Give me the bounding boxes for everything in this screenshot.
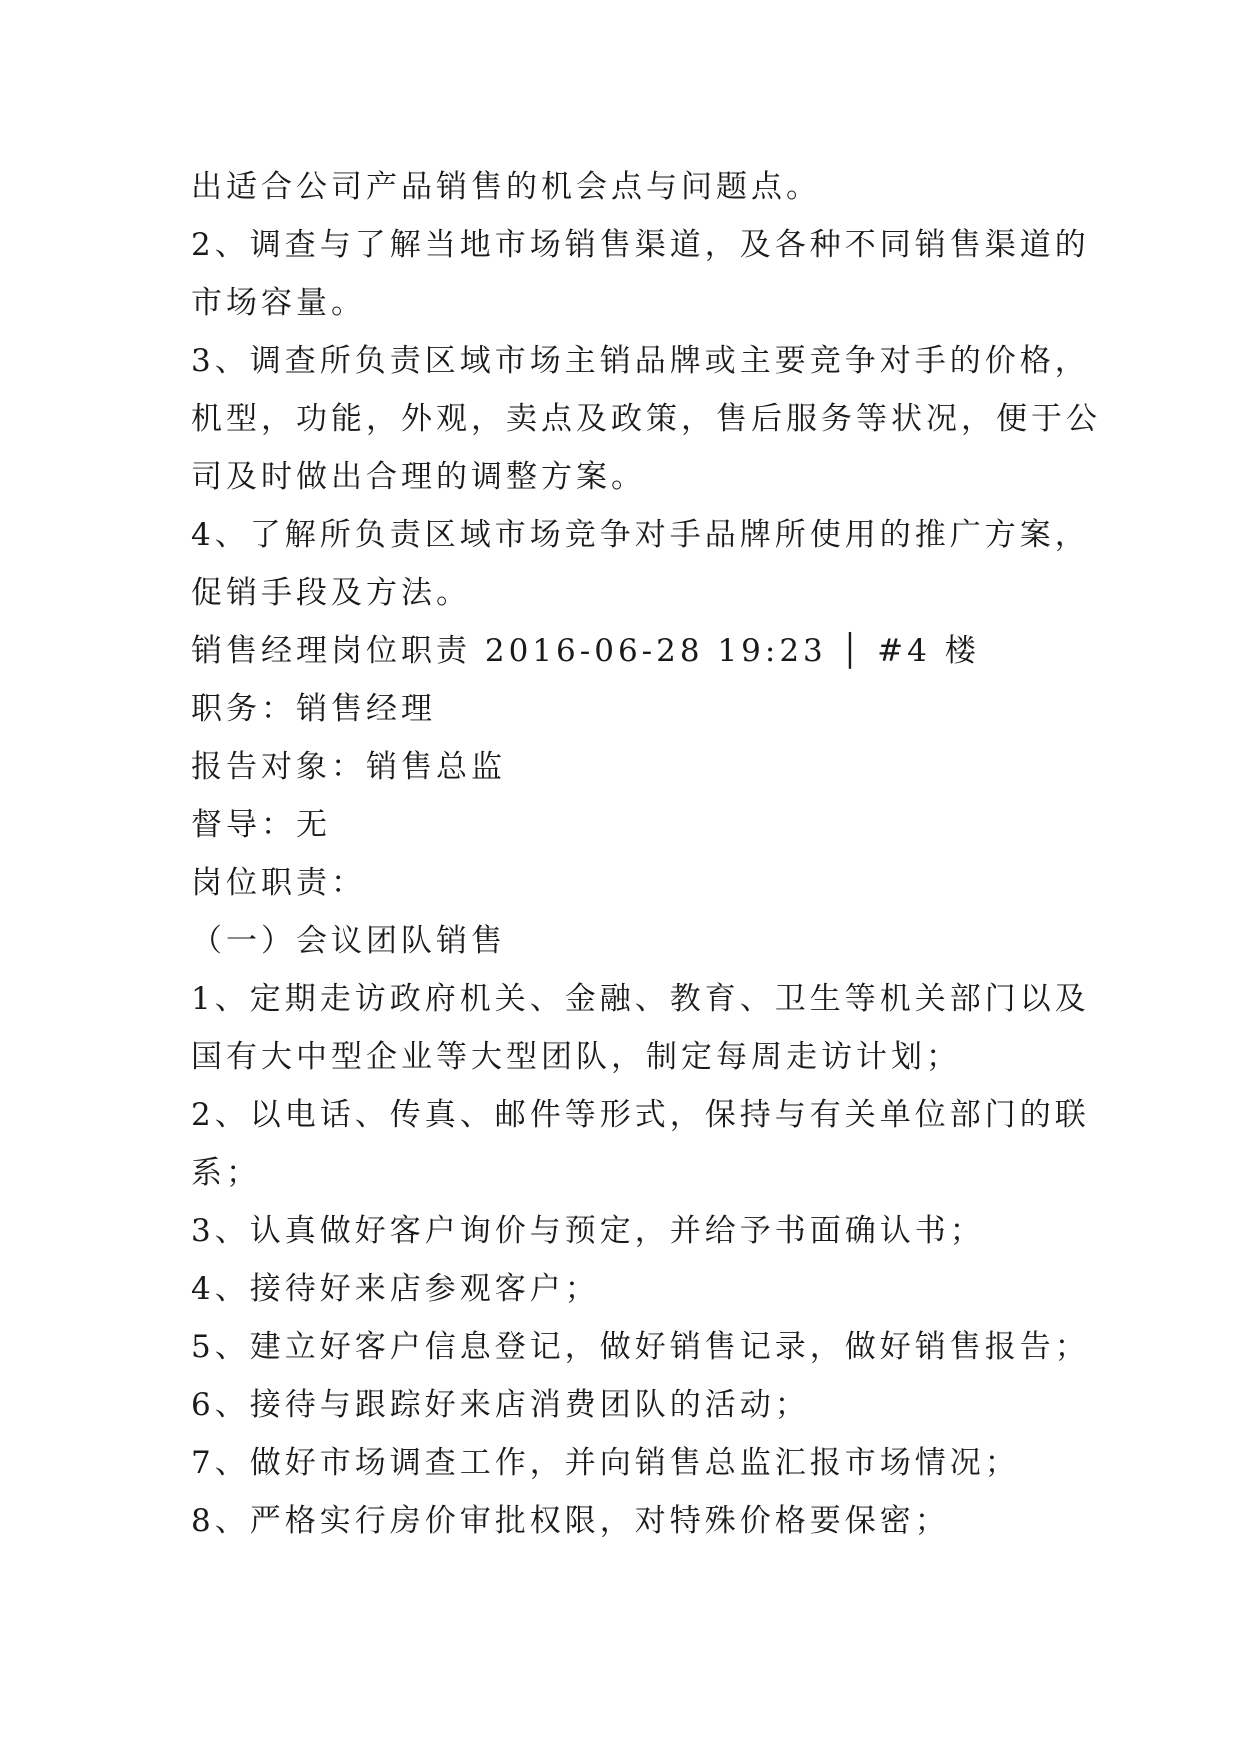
post-header-line: 销售经理岗位职责 2016-06-28 19:23 │ #4 楼	[191, 633, 980, 669]
text-line: 市场容量。	[191, 285, 366, 321]
text-line: 出适合公司产品销售的机会点与问题点。	[191, 169, 821, 205]
text-line: 督导：无	[191, 807, 331, 843]
text-line: 6、接待与跟踪好来店消费团队的活动；	[191, 1387, 810, 1423]
text-line: 3、认真做好客户询价与预定，并给予书面确认书；	[191, 1213, 985, 1249]
text-line: 岗位职责：	[191, 865, 366, 901]
text-line: 7、做好市场调查工作，并向销售总监汇报市场情况；	[191, 1445, 1020, 1481]
text-line: 8、严格实行房价审批权限，对特殊价格要保密；	[191, 1503, 950, 1539]
document-body	[191, 158, 1101, 1550]
text-line: 2、以电话、传真、邮件等形式，保持与有关单位部门的联	[191, 1097, 1090, 1133]
section-heading: （一）会议团队销售	[191, 923, 506, 959]
text-line: 1、定期走访政府机关、金融、教育、卫生等机关部门以及	[191, 981, 1090, 1017]
text-line: 系；	[191, 1155, 261, 1191]
text-line: 司及时做出合理的调整方案。	[191, 459, 646, 495]
text-line: 5、建立好客户信息登记，做好销售记录，做好销售报告；	[191, 1329, 1090, 1365]
text-line: 国有大中型企业等大型团队，制定每周走访计划；	[191, 1039, 961, 1075]
text-line: 促销手段及方法。	[191, 575, 471, 611]
text-line: 机型，功能，外观，卖点及政策，售后服务等状况，便于公	[191, 401, 1101, 437]
text-line: 3、调查所负责区域市场主销品牌或主要竞争对手的价格，	[191, 343, 1090, 379]
text-line: 职务：销售经理	[191, 691, 436, 727]
text-line: 2、调查与了解当地市场销售渠道，及各种不同销售渠道的	[191, 227, 1090, 263]
text-line: 4、了解所负责区域市场竞争对手品牌所使用的推广方案，	[191, 517, 1090, 553]
text-line: 4、接待好来店参观客户；	[191, 1271, 600, 1307]
text-line: 报告对象：销售总监	[191, 749, 506, 785]
